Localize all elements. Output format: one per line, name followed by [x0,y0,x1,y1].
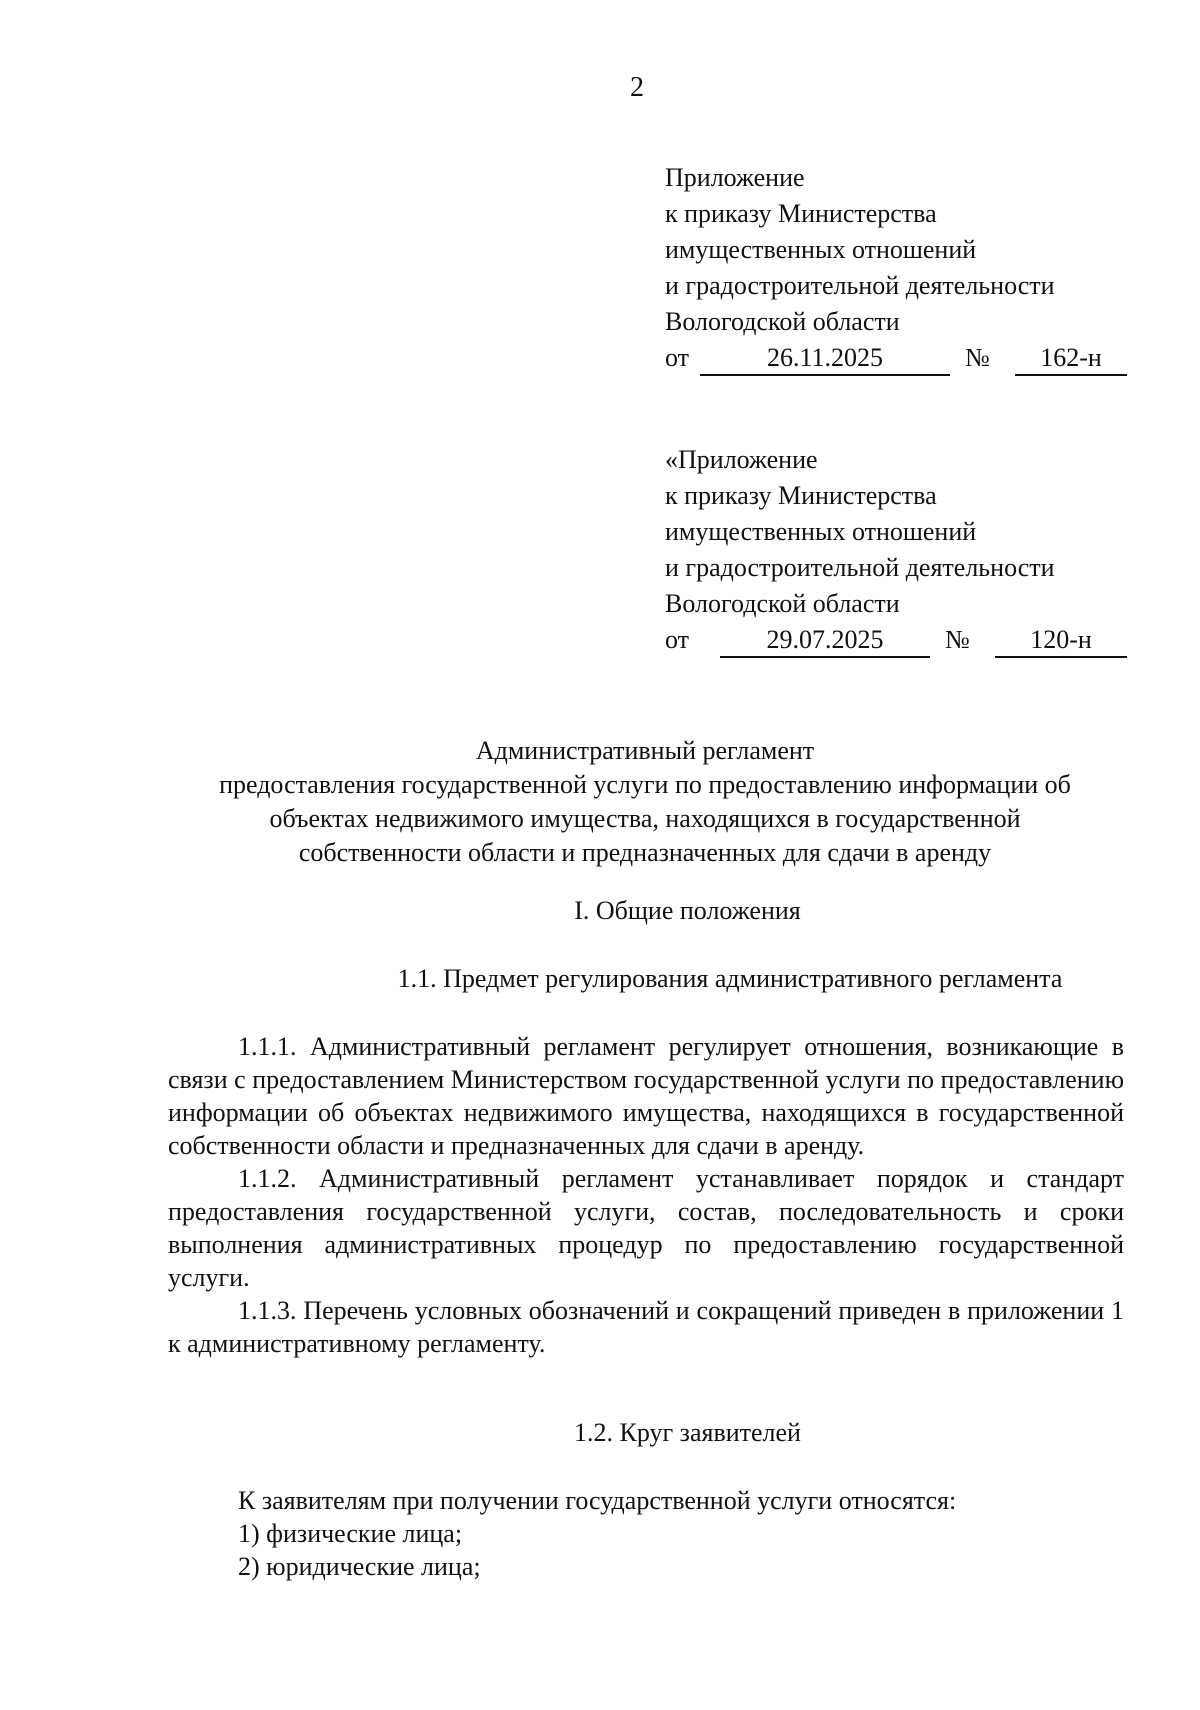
date-prefix: от [665,625,690,654]
document-title [150,734,1140,870]
number-sign: № [945,625,970,654]
appendix-current-line: Вологодской области [665,307,900,336]
list-item: 1) физические лица; [238,1519,463,1548]
subsection-heading: 1.2. Круг заявителей [574,1418,801,1447]
list-item: 2) юридические лица; [238,1552,481,1581]
order-date-field: 26.11.2025 [700,340,950,376]
order-number-field: 120-н [995,622,1127,658]
appendix-current-line: и градостроительной деятельности [665,271,1055,300]
page-number: 2 [630,72,644,103]
title-line: предоставления государственной услуги по предоставлению информации об [219,770,1071,799]
order-date-field: 29.07.2025 [720,622,930,658]
appendix-original-line: «Приложение [665,445,818,474]
appendix-original-block [665,442,1135,658]
applicants-intro: К заявителям при получении государственной услуги относятся: [238,1486,957,1515]
appendix-current-line: имущественных отношений [665,235,977,264]
appendix-current-block [665,160,1135,376]
title-line: собственности области и предназначенных для сдачи в аренду [298,838,992,867]
order-number-field: 162-н [1015,340,1127,376]
appendix-current-line: Приложение [665,163,805,192]
appendix-original-line: и градостроительной деятельности [665,553,1055,582]
applicants-list [238,1484,956,1583]
appendix-original-date-row [665,622,1135,658]
title-line: объектах недвижимого имущества, находящихся в государственной [269,804,1021,833]
paragraph: 1.1.3. Перечень условных обозначений и сокращений приведен в приложении 1 к административному регламенту. [168,1296,1124,1358]
paragraph: 1.1.2. Административный регламент устанавливает порядок и стандарт предоставления государственной услуги, состав, последовательность и сроки выполнения административных процедур по предоставлению государственной услуги. [168,1164,1124,1292]
appendix-original-line: к приказу Министерства [665,481,937,510]
appendix-current-line: к приказу Министерства [665,199,937,228]
appendix-current-date-row [665,340,1135,376]
appendix-original-line: Вологодской области [665,589,900,618]
number-sign: № [965,343,990,372]
section-heading: I. Общие положения [574,896,801,925]
appendix-original-line: имущественных отношений [665,517,977,546]
paragraph: 1.1.1. Административный регламент регулирует отношения, возникающие в связи с предоставлением Министерством государственной услуги по предоставлению информации об объектах недвижимого имущества, находящихся в государственной собственности области и предназначенных для сдачи в аренду. [168,1032,1124,1160]
date-prefix: от [665,343,690,372]
subsection-heading: 1.1. Предмет регулирования административного регламента [397,964,1063,993]
regulation-paragraphs [168,1030,1124,1360]
title-line: Административный регламент [475,736,815,765]
